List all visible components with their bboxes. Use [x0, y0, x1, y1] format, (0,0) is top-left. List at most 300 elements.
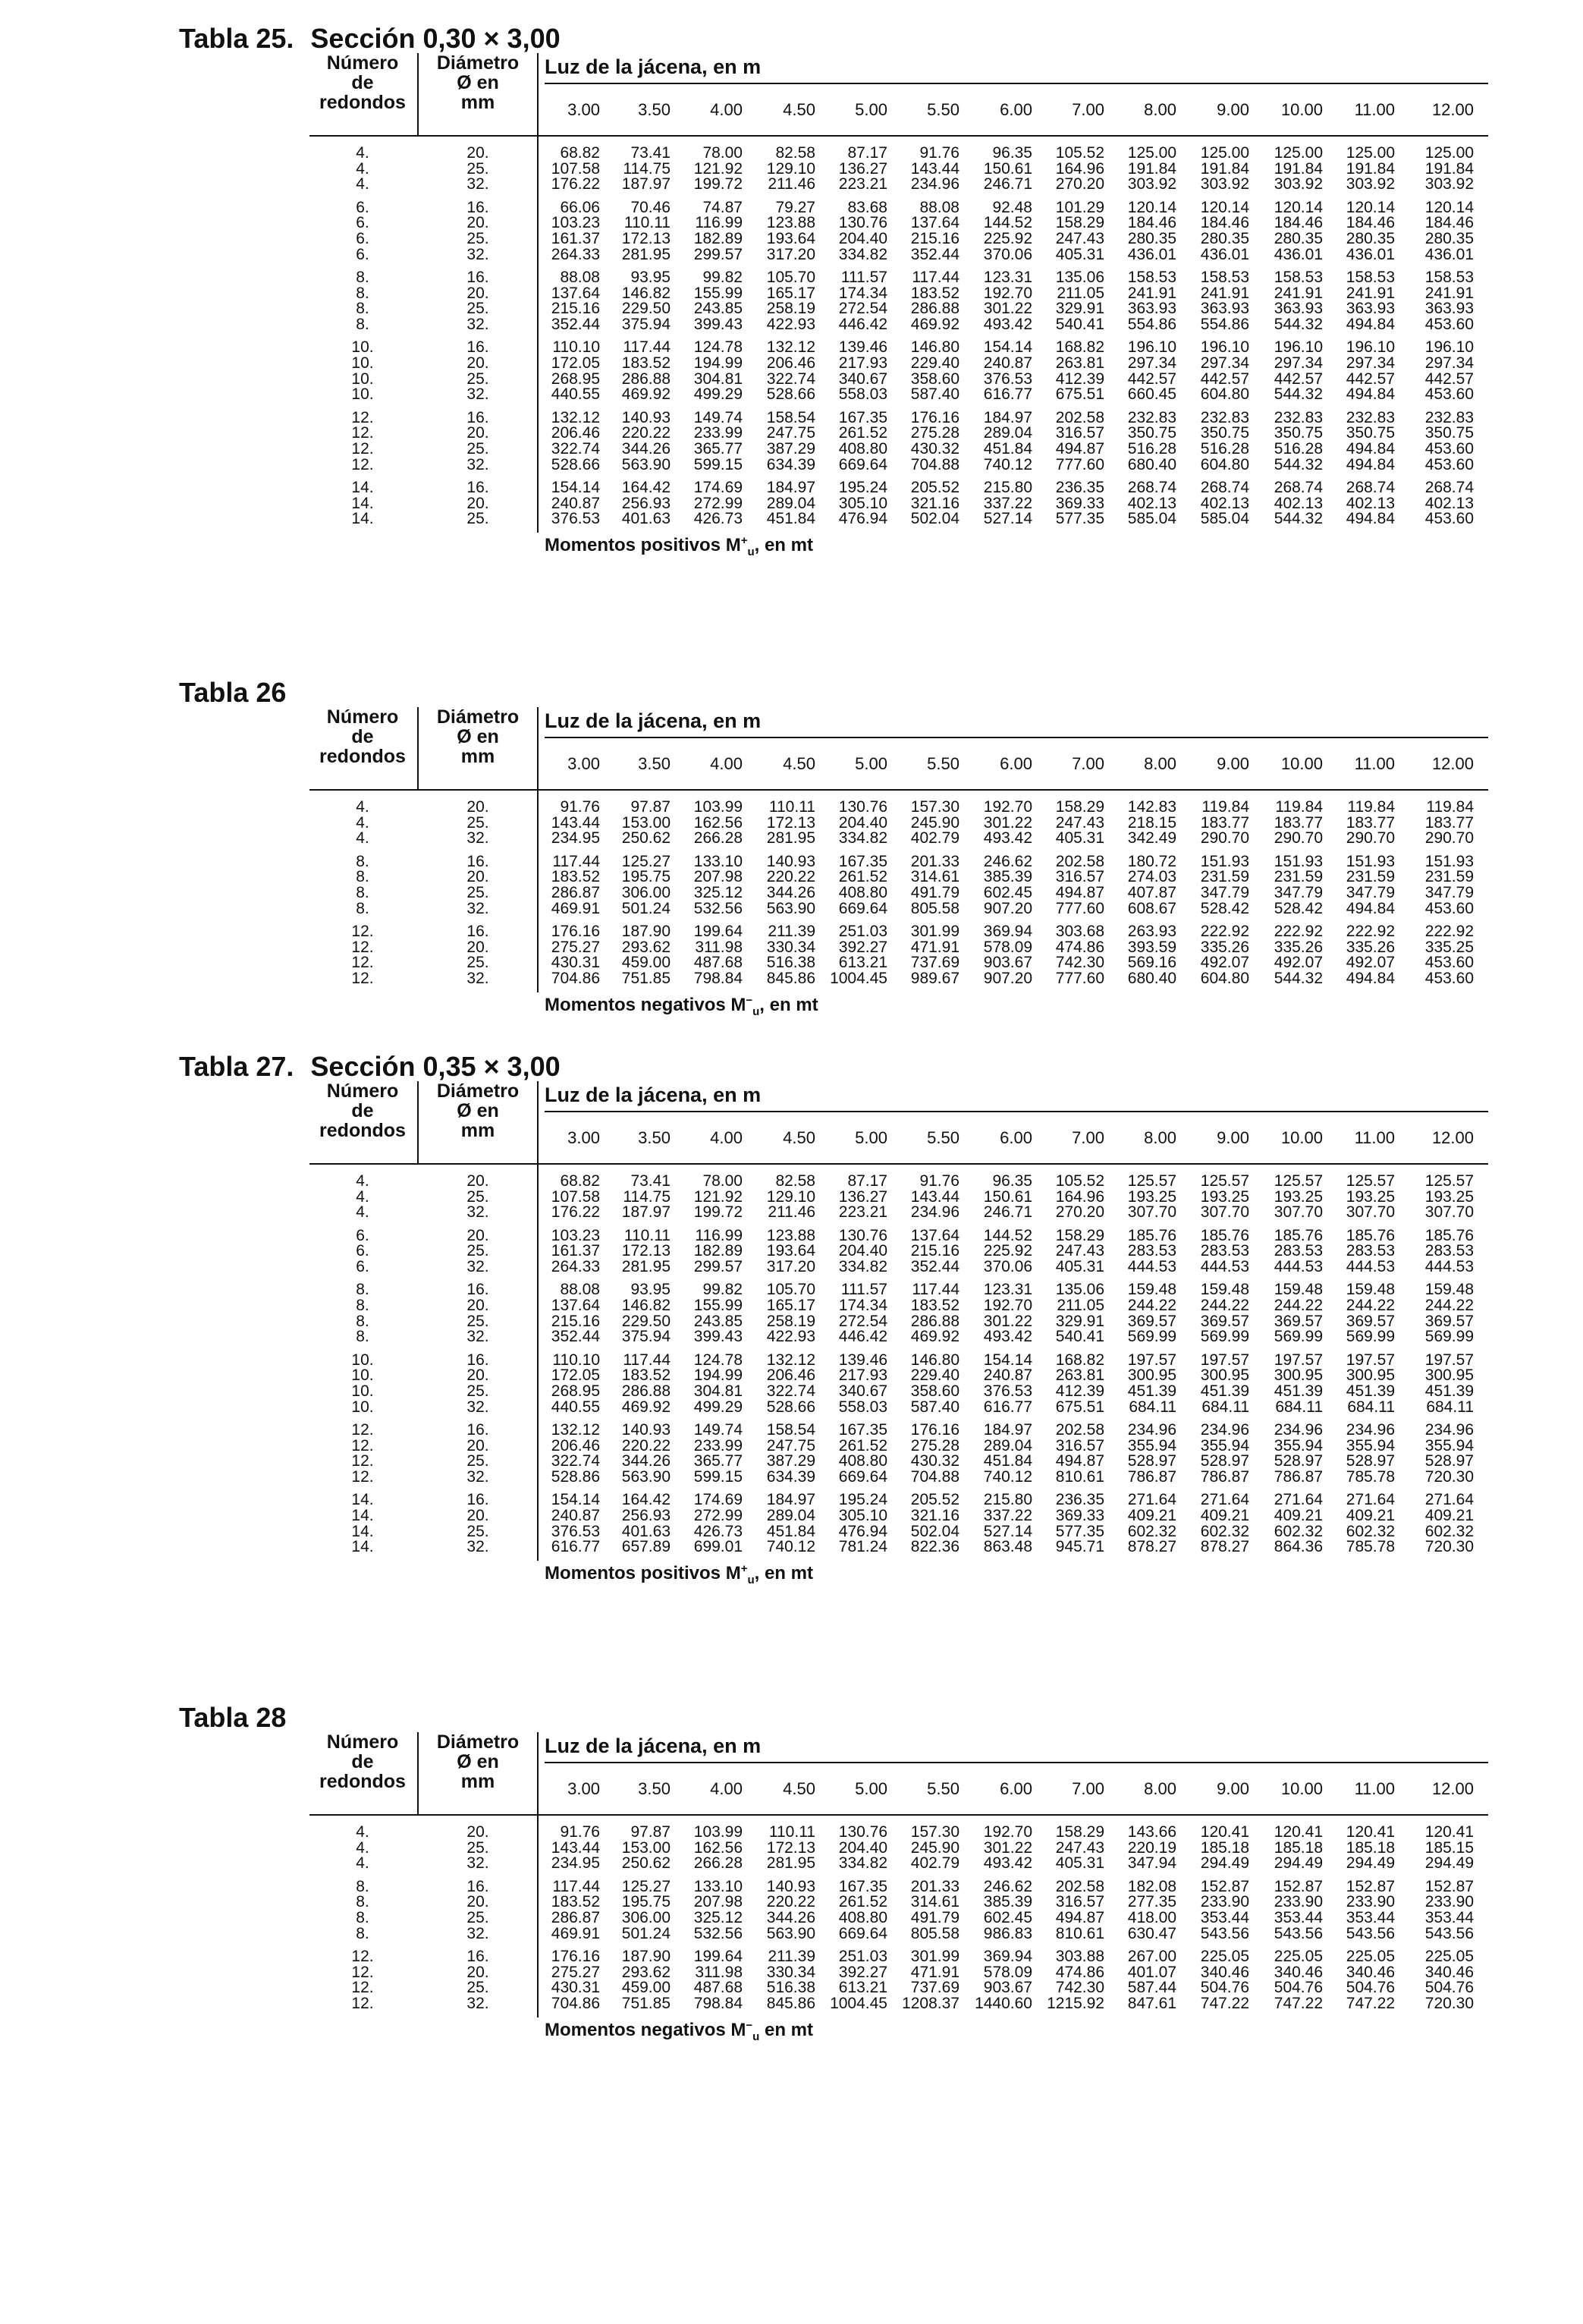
row-value: 528.97	[1346, 1452, 1395, 1470]
row-value: 164.96	[1055, 1187, 1104, 1206]
row-value: 317.20	[766, 245, 815, 263]
span-value: 4.00	[710, 754, 743, 773]
row-value: 669.64	[838, 1924, 887, 1942]
row-value: 136.27	[838, 1187, 887, 1206]
row-diametro: 20.	[466, 284, 489, 302]
row-value: 442.57	[1200, 370, 1249, 388]
row-value: 543.56	[1274, 1924, 1323, 1942]
span-value: 5.00	[855, 100, 887, 119]
row-value: 476.94	[838, 1522, 887, 1540]
row-value: 469.92	[621, 1398, 671, 1416]
row-value: 418.00	[1127, 1909, 1176, 1926]
row-numero: 12.	[351, 954, 374, 972]
row-value: 499.29	[693, 1398, 743, 1416]
row-value: 300.95	[1346, 1366, 1395, 1385]
row-value: 528.42	[1274, 899, 1323, 917]
row-value: 99.82	[702, 1281, 743, 1299]
row-value: 236.35	[1055, 478, 1104, 496]
row-value: 125.00	[1346, 144, 1395, 162]
row-value: 504.76	[1200, 1979, 1249, 1997]
row-value: 161.37	[551, 1242, 600, 1260]
row-value: 350.75	[1200, 424, 1249, 442]
row-value: 426.73	[693, 510, 743, 528]
row-numero: 4.	[356, 1823, 369, 1841]
row-value: 222.92	[1274, 922, 1323, 940]
row-value: 172.13	[766, 813, 815, 832]
row-value: 280.35	[1127, 230, 1176, 247]
row-value: 297.34	[1274, 354, 1323, 372]
row-value: 409.21	[1346, 1506, 1395, 1524]
row-value: 117.44	[912, 1281, 960, 1299]
row-value: 494.84	[1346, 455, 1395, 473]
row-value: 176.22	[551, 175, 600, 193]
row-value: 786.87	[1127, 1467, 1176, 1486]
row-value: 97.87	[630, 1823, 671, 1841]
span-value: 3.50	[638, 1128, 671, 1147]
row-value: 185.18	[1274, 1838, 1323, 1857]
row-value: 149.74	[693, 1420, 743, 1439]
row-value: 684.11	[1201, 1398, 1249, 1416]
row-value: 494.84	[1346, 899, 1395, 917]
row-value: 845.86	[766, 970, 815, 987]
row-numero: 4.	[356, 159, 369, 178]
row-value: 304.81	[693, 370, 743, 388]
row-diametro: 20.	[466, 354, 489, 372]
row-value: 96.35	[992, 144, 1032, 162]
row-value: 196.10	[1200, 338, 1249, 357]
row-value: 369.33	[1055, 494, 1104, 512]
row-value: 222.92	[1346, 922, 1395, 940]
row-value: 241.91	[1200, 284, 1249, 302]
row-value: 137.64	[551, 284, 600, 302]
row-value: 297.34	[1127, 354, 1176, 372]
row-value: 300.95	[1274, 1366, 1323, 1385]
row-value: 154.14	[551, 478, 600, 496]
row-value: 87.17	[847, 144, 887, 162]
header-diametro-line: mm	[460, 1120, 495, 1141]
row-value: 234.96	[1274, 1420, 1323, 1439]
row-value: 777.60	[1055, 970, 1104, 987]
row-value: 206.46	[551, 1436, 600, 1454]
row-value: 493.42	[983, 1328, 1032, 1346]
row-value: 267.00	[1127, 1947, 1176, 1965]
row-value: 246.71	[983, 1203, 1032, 1222]
row-value: 527.14	[983, 510, 1032, 528]
row-value: 540.41	[1055, 1328, 1104, 1346]
row-diametro: 16.	[466, 408, 489, 426]
row-value: 152.87	[1424, 1877, 1474, 1895]
moments-caption-text: Momentos positivos M	[545, 1563, 741, 1584]
row-value: 144.52	[983, 214, 1032, 232]
row-value: 307.70	[1274, 1203, 1323, 1222]
row-value: 492.07	[1274, 954, 1323, 972]
header-diametro-line: Diámetro	[436, 52, 520, 74]
row-value: 399.43	[693, 1328, 743, 1346]
row-value: 185.76	[1424, 1226, 1474, 1244]
row-value: 193.25	[1274, 1187, 1323, 1206]
header-numero-line: redondos	[319, 1120, 406, 1141]
row-value: 123.88	[766, 214, 815, 232]
span-value: 8.00	[1144, 100, 1176, 119]
row-value: 91.76	[560, 798, 600, 816]
row-value: 272.99	[693, 1506, 743, 1524]
span-value: 4.00	[710, 1128, 743, 1147]
row-value: 271.64	[1274, 1491, 1323, 1509]
row-value: 199.72	[693, 1203, 743, 1222]
row-value: 544.32	[1274, 970, 1323, 987]
row-value: 409.21	[1127, 1506, 1176, 1524]
row-diametro: 20.	[466, 1963, 489, 1981]
header-underline	[545, 1762, 1488, 1763]
row-value: 407.87	[1127, 884, 1176, 901]
row-value: 1215.92	[1047, 1995, 1104, 2012]
row-value: 385.39	[983, 868, 1032, 886]
row-value: 233.90	[1346, 1893, 1395, 1911]
row-value: 143.66	[1127, 1823, 1176, 1841]
row-value: 337.22	[983, 1506, 1032, 1524]
header-numero	[309, 1081, 416, 1140]
row-value: 299.57	[693, 1258, 743, 1275]
row-value: 554.86	[1200, 316, 1249, 333]
row-value: 157.30	[910, 798, 960, 816]
row-value: 569.99	[1424, 1328, 1474, 1346]
row-value: 137.64	[551, 1296, 600, 1314]
row-value: 453.60	[1424, 439, 1474, 458]
row-value: 280.35	[1424, 230, 1474, 247]
row-value: 176.16	[910, 408, 960, 426]
row-value: 393.59	[1127, 938, 1176, 956]
row-value: 233.90	[1274, 1893, 1323, 1911]
row-value: 125.00	[1424, 144, 1474, 162]
row-diametro: 32.	[466, 1258, 489, 1275]
row-value: 604.80	[1200, 970, 1249, 987]
row-numero: 12.	[351, 1995, 374, 2012]
row-value: 125.00	[1274, 144, 1323, 162]
row-value: 786.87	[1200, 1467, 1249, 1486]
row-diametro: 20.	[466, 938, 489, 956]
row-value: 451.39	[1424, 1382, 1474, 1400]
row-value: 172.05	[551, 1366, 600, 1385]
row-value: 167.35	[838, 1877, 887, 1895]
row-value: 117.44	[912, 268, 960, 286]
row-value: 96.35	[992, 1172, 1032, 1190]
moments-caption-sup: +	[740, 534, 748, 548]
row-value: 283.53	[1200, 1242, 1249, 1260]
row-value: 630.47	[1127, 1924, 1176, 1942]
row-value: 110.11	[768, 798, 815, 816]
row-value: 402.13	[1424, 494, 1474, 512]
row-value: 878.27	[1200, 1538, 1249, 1556]
row-value: 70.46	[630, 198, 671, 216]
row-value: 137.64	[910, 214, 960, 232]
row-value: 119.84	[1201, 798, 1249, 816]
row-numero: 10.	[351, 1351, 374, 1369]
row-value: 1004.45	[830, 1995, 887, 2012]
row-value: 103.23	[551, 1226, 600, 1244]
row-value: 204.40	[838, 813, 887, 832]
moments-caption-sub: u	[747, 546, 755, 559]
span-value: 12.00	[1431, 754, 1474, 773]
row-value: 120.41	[1424, 1823, 1474, 1841]
span-value: 10.00	[1280, 100, 1323, 119]
row-value: 281.95	[621, 1258, 671, 1275]
row-value: 207.98	[693, 868, 743, 886]
row-value: 159.48	[1127, 1281, 1176, 1299]
row-value: 139.46	[838, 1351, 887, 1369]
row-numero: 4.	[356, 1172, 369, 1190]
span-value: 8.00	[1144, 754, 1176, 773]
row-value: 322.74	[766, 370, 815, 388]
row-value: 207.98	[693, 1893, 743, 1911]
row-diametro: 25.	[466, 1187, 489, 1206]
row-value: 680.40	[1127, 455, 1176, 473]
row-value: 563.90	[766, 899, 815, 917]
row-value: 225.05	[1346, 1947, 1395, 1965]
span-value: 7.00	[1072, 754, 1104, 773]
row-numero: 12.	[351, 938, 374, 956]
row-value: 442.57	[1346, 370, 1395, 388]
row-value: 436.01	[1200, 245, 1249, 263]
row-value: 143.44	[910, 1187, 960, 1206]
row-value: 350.75	[1346, 424, 1395, 442]
row-value: 184.46	[1424, 214, 1474, 232]
row-diametro: 32.	[466, 175, 489, 193]
row-value: 405.31	[1055, 1258, 1104, 1275]
row-diametro: 20.	[466, 798, 489, 816]
row-value: 352.44	[910, 245, 960, 263]
row-value: 250.62	[621, 1854, 671, 1873]
row-value: 123.31	[983, 1281, 1032, 1299]
row-numero: 14.	[351, 1506, 374, 1524]
row-value: 608.67	[1127, 899, 1176, 917]
row-value: 335.26	[1346, 938, 1395, 956]
row-value: 405.31	[1055, 829, 1104, 848]
row-numero: 8.	[356, 1877, 369, 1895]
row-value: 211.05	[1057, 1296, 1104, 1314]
row-value: 174.69	[693, 1491, 743, 1509]
row-value: 120.14	[1200, 198, 1249, 216]
header-numero	[309, 707, 416, 766]
row-value: 197.57	[1274, 1351, 1323, 1369]
row-value: 504.76	[1274, 1979, 1323, 1997]
row-value: 231.59	[1346, 868, 1395, 886]
row-value: 151.93	[1424, 852, 1474, 870]
row-value: 355.94	[1200, 1436, 1249, 1454]
row-value: 777.60	[1055, 455, 1104, 473]
row-value: 234.95	[551, 1854, 600, 1873]
row-value: 436.01	[1346, 245, 1395, 263]
row-value: 864.36	[1274, 1538, 1323, 1556]
header-numero	[309, 53, 416, 112]
row-value: 822.36	[910, 1538, 960, 1556]
row-value: 125.00	[1200, 144, 1249, 162]
row-value: 528.66	[766, 385, 815, 404]
row-value: 293.62	[621, 1963, 671, 1981]
row-value: 540.41	[1055, 316, 1104, 333]
row-value: 158.29	[1055, 1823, 1104, 1841]
span-value: 6.00	[1000, 100, 1032, 119]
row-value: 225.92	[983, 230, 1032, 247]
span-value: 10.00	[1280, 1779, 1323, 1798]
row-value: 451.39	[1127, 1382, 1176, 1400]
row-value: 149.74	[693, 408, 743, 426]
row-value: 330.34	[766, 938, 815, 956]
row-value: 199.72	[693, 175, 743, 193]
row-value: 365.77	[693, 1452, 743, 1470]
row-value: 187.97	[621, 1203, 671, 1222]
span-value: 11.00	[1354, 1128, 1395, 1147]
row-value: 205.52	[910, 478, 960, 496]
row-value: 215.16	[910, 230, 960, 247]
row-value: 453.60	[1424, 385, 1474, 404]
span-value: 10.00	[1280, 1128, 1323, 1147]
row-value: 130.76	[838, 214, 887, 232]
row-diametro: 16.	[466, 1877, 489, 1895]
span-value: 8.00	[1144, 1779, 1176, 1798]
row-numero: 12.	[351, 455, 374, 473]
row-value: 453.60	[1424, 316, 1474, 333]
row-value: 402.13	[1127, 494, 1176, 512]
row-value: 528.42	[1200, 899, 1249, 917]
row-value: 185.76	[1346, 1226, 1395, 1244]
span-value: 12.00	[1431, 1779, 1474, 1798]
row-value: 459.00	[621, 1979, 671, 1997]
row-value: 494.84	[1346, 385, 1395, 404]
row-value: 232.83	[1424, 408, 1474, 426]
row-value: 246.62	[983, 852, 1032, 870]
row-value: 340.67	[838, 1382, 887, 1400]
row-value: 206.46	[551, 424, 600, 442]
row-value: 271.64	[1346, 1491, 1395, 1509]
row-value: 494.87	[1055, 884, 1104, 901]
row-numero: 6.	[356, 1258, 369, 1275]
row-value: 492.07	[1346, 954, 1395, 972]
row-value: 494.87	[1055, 439, 1104, 458]
row-diametro: 20.	[466, 868, 489, 886]
row-diametro: 32.	[466, 385, 489, 404]
row-value: 340.46	[1274, 1963, 1323, 1981]
header-numero-line: redondos	[319, 1771, 406, 1792]
row-value: 387.29	[766, 439, 815, 458]
row-value: 422.93	[766, 316, 815, 333]
row-diametro: 16.	[466, 852, 489, 870]
row-value: 199.64	[693, 1947, 743, 1965]
row-value: 616.77	[983, 385, 1032, 404]
row-value: 184.97	[983, 1420, 1032, 1439]
row-value: 123.88	[766, 1226, 815, 1244]
row-value: 747.22	[1346, 1995, 1395, 2012]
row-numero: 10.	[351, 385, 374, 404]
row-value: 184.97	[766, 478, 815, 496]
row-value: 247.43	[1055, 813, 1104, 832]
row-value: 233.90	[1424, 1893, 1474, 1911]
row-value: 116.99	[695, 1226, 743, 1244]
row-value: 798.84	[693, 1995, 743, 2012]
row-value: 684.11	[1275, 1398, 1323, 1416]
row-value: 275.27	[551, 938, 600, 956]
row-value: 369.94	[983, 1947, 1032, 1965]
row-value: 187.90	[621, 922, 671, 940]
row-value: 192.70	[983, 284, 1032, 302]
row-value: 185.76	[1200, 1226, 1249, 1244]
row-value: 402.13	[1200, 494, 1249, 512]
row-value: 146.82	[621, 284, 671, 302]
span-value: 3.50	[638, 1779, 671, 1798]
row-value: 172.13	[766, 1838, 815, 1857]
row-value: 325.12	[693, 884, 743, 901]
row-value: 192.70	[983, 798, 1032, 816]
row-value: 528.66	[766, 1398, 815, 1416]
row-diametro: 25.	[466, 510, 489, 528]
row-value: 286.88	[910, 300, 960, 318]
row-value: 119.84	[1426, 798, 1474, 816]
row-value: 234.96	[1127, 1420, 1176, 1439]
row-value: 528.86	[551, 1467, 600, 1486]
moments-caption-text: Momentos negativos M	[545, 2020, 746, 2041]
row-value: 347.94	[1127, 1854, 1176, 1873]
row-value: 117.44	[623, 338, 671, 357]
row-value: 375.94	[621, 1328, 671, 1346]
row-numero: 8.	[356, 1909, 369, 1926]
row-value: 306.00	[621, 884, 671, 901]
row-value: 369.57	[1200, 1312, 1249, 1330]
row-value: 185.15	[1424, 1838, 1474, 1857]
row-value: 436.01	[1127, 245, 1176, 263]
row-value: 87.17	[847, 1172, 887, 1190]
row-value: 225.05	[1274, 1947, 1323, 1965]
row-value: 599.15	[693, 1467, 743, 1486]
row-numero: 8.	[356, 1893, 369, 1911]
table-block	[0, 23, 1583, 668]
row-value: 322.74	[551, 439, 600, 458]
row-value: 268.74	[1274, 478, 1323, 496]
row-value: 172.05	[551, 354, 600, 372]
row-value: 82.58	[775, 144, 815, 162]
row-value: 528.97	[1127, 1452, 1176, 1470]
moments-caption-tail: en mt	[759, 2020, 813, 2041]
row-value: 587.40	[910, 1398, 960, 1416]
row-value: 569.16	[1127, 954, 1176, 972]
row-value: 251.03	[838, 1947, 887, 1965]
row-value: 231.59	[1200, 868, 1249, 886]
row-numero: 12.	[351, 1436, 374, 1454]
row-value: 167.35	[838, 852, 887, 870]
row-value: 244.22	[1200, 1296, 1249, 1314]
row-numero: 8.	[356, 899, 369, 917]
row-value: 176.16	[910, 1420, 960, 1439]
row-value: 657.89	[621, 1538, 671, 1556]
row-value: 202.58	[1055, 1420, 1104, 1439]
row-value: 459.00	[621, 954, 671, 972]
row-value: 363.93	[1424, 300, 1474, 318]
row-value: 471.91	[910, 938, 960, 956]
row-value: 501.24	[621, 1924, 671, 1942]
row-value: 301.22	[983, 813, 1032, 832]
row-value: 355.94	[1424, 1436, 1474, 1454]
row-value: 152.87	[1274, 1877, 1323, 1895]
row-value: 194.99	[693, 354, 743, 372]
row-value: 453.60	[1424, 455, 1474, 473]
row-numero: 12.	[351, 1963, 374, 1981]
row-value: 135.06	[1055, 1281, 1104, 1299]
row-diametro: 32.	[466, 1995, 489, 2012]
row-value: 261.52	[838, 424, 887, 442]
row-value: 294.49	[1424, 1854, 1474, 1873]
row-diametro: 32.	[466, 455, 489, 473]
header-diametro-line: Ø en	[457, 72, 499, 93]
row-value: 205.52	[910, 1491, 960, 1509]
row-value: 211.39	[768, 922, 815, 940]
